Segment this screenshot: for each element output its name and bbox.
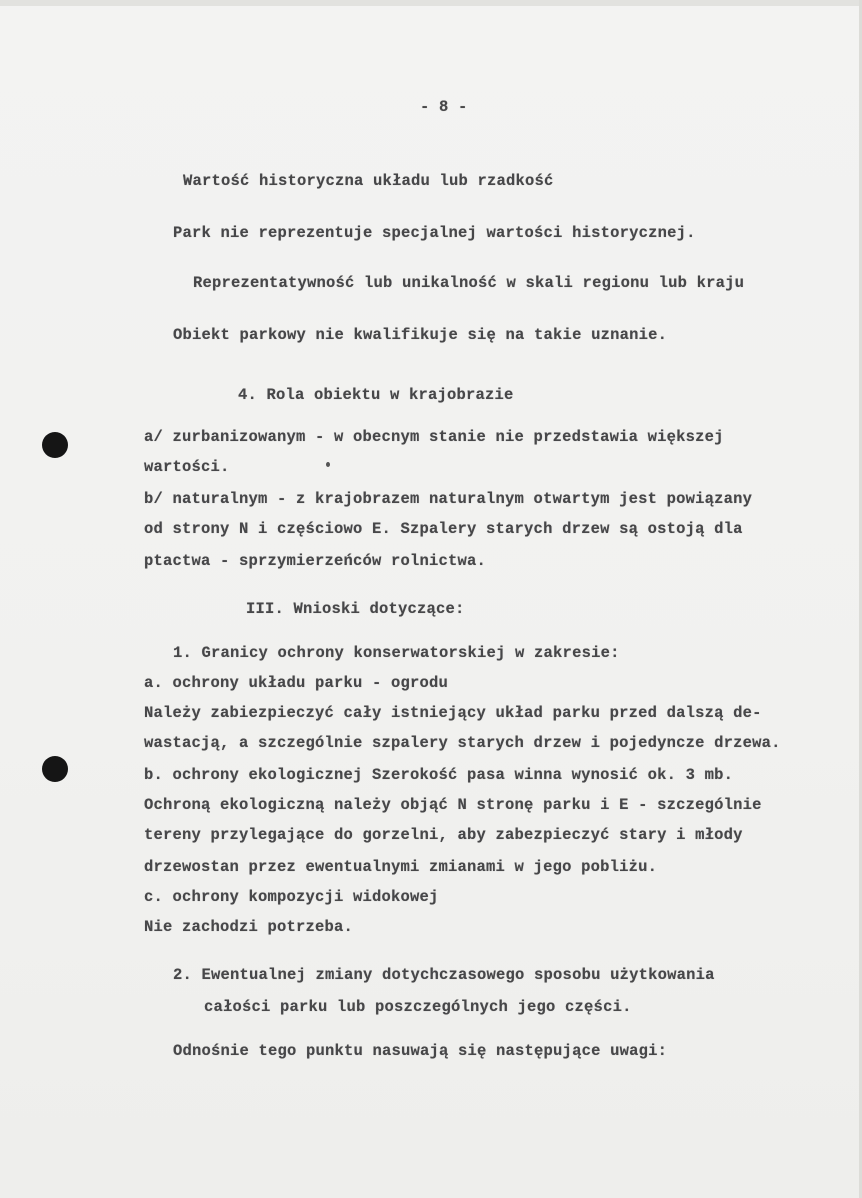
text-line: a. ochrony układu parku - ogrodu: [144, 674, 449, 692]
section-heading-landscape-role: 4. Rola obiektu w krajobrazie: [238, 386, 514, 404]
text-line: c. ochrony kompozycji widokowej: [144, 888, 439, 906]
text-line: wastacją, a szczególnie szpalery starych drzew i pojedyncze drzewa.: [144, 734, 781, 752]
heading-historical-value: Wartość historyczna układu lub rzadkość: [183, 172, 554, 190]
text-line: Obiekt parkowy nie kwalifikuje się na takie uznanie.: [173, 326, 668, 344]
section-heading-conclusions: III. Wnioski dotyczące:: [246, 600, 465, 618]
text-line: Należy zabiezpieczyć cały istniejący układ parku przed dalszą de-: [144, 704, 762, 722]
text-line: ptactwa - sprzymierzeńców rolnictwa.: [144, 552, 487, 570]
text-line: Park nie reprezentuje specjalnej wartości historycznej.: [173, 224, 696, 242]
text-line: tereny przylegające do gorzelni, aby zabezpieczyć stary i młody: [144, 826, 743, 844]
ink-speck: [326, 462, 330, 467]
subsection-heading: 1. Granicy ochrony konserwatorskiej w zakresie:: [173, 644, 620, 662]
text-line: od strony N i częściowo E. Szpalery starych drzew są ostoją dla: [144, 520, 743, 538]
text-line: b/ naturalnym - z krajobrazem naturalnym otwartym jest powiązany: [144, 490, 753, 508]
text-line: b. ochrony ekologicznej Szerokość pasa winna wynosić ok. 3 mb.: [144, 766, 734, 784]
paper-edge-top: [0, 0, 862, 6]
text-line: Nie zachodzi potrzeba.: [144, 918, 354, 936]
text-line: wartości.: [144, 458, 230, 476]
page-number: - 8 -: [420, 98, 468, 116]
text-line: drzewostan przez ewentualnymi zmianami w jego pobliżu.: [144, 858, 658, 876]
text-line: Odnośnie tego punktu nasuwają się następujące uwagi:: [173, 1042, 668, 1060]
text-line: całości parku lub poszczególnych jego części.: [204, 998, 632, 1016]
subsection-heading: 2. Ewentualnej zmiany dotychczasowego sposobu użytkowania: [173, 966, 715, 984]
text-line: a/ zurbanizowanym - w obecnym stanie nie przedstawia większej: [144, 428, 724, 446]
text-line: Ochroną ekologiczną należy objąć N stronę parku i E - szczególnie: [144, 796, 762, 814]
punch-hole-bottom: [42, 756, 68, 782]
heading-representativeness: Reprezentatywność lub unikalność w skali regionu lub kraju: [193, 274, 745, 292]
punch-hole-top: [42, 432, 68, 458]
